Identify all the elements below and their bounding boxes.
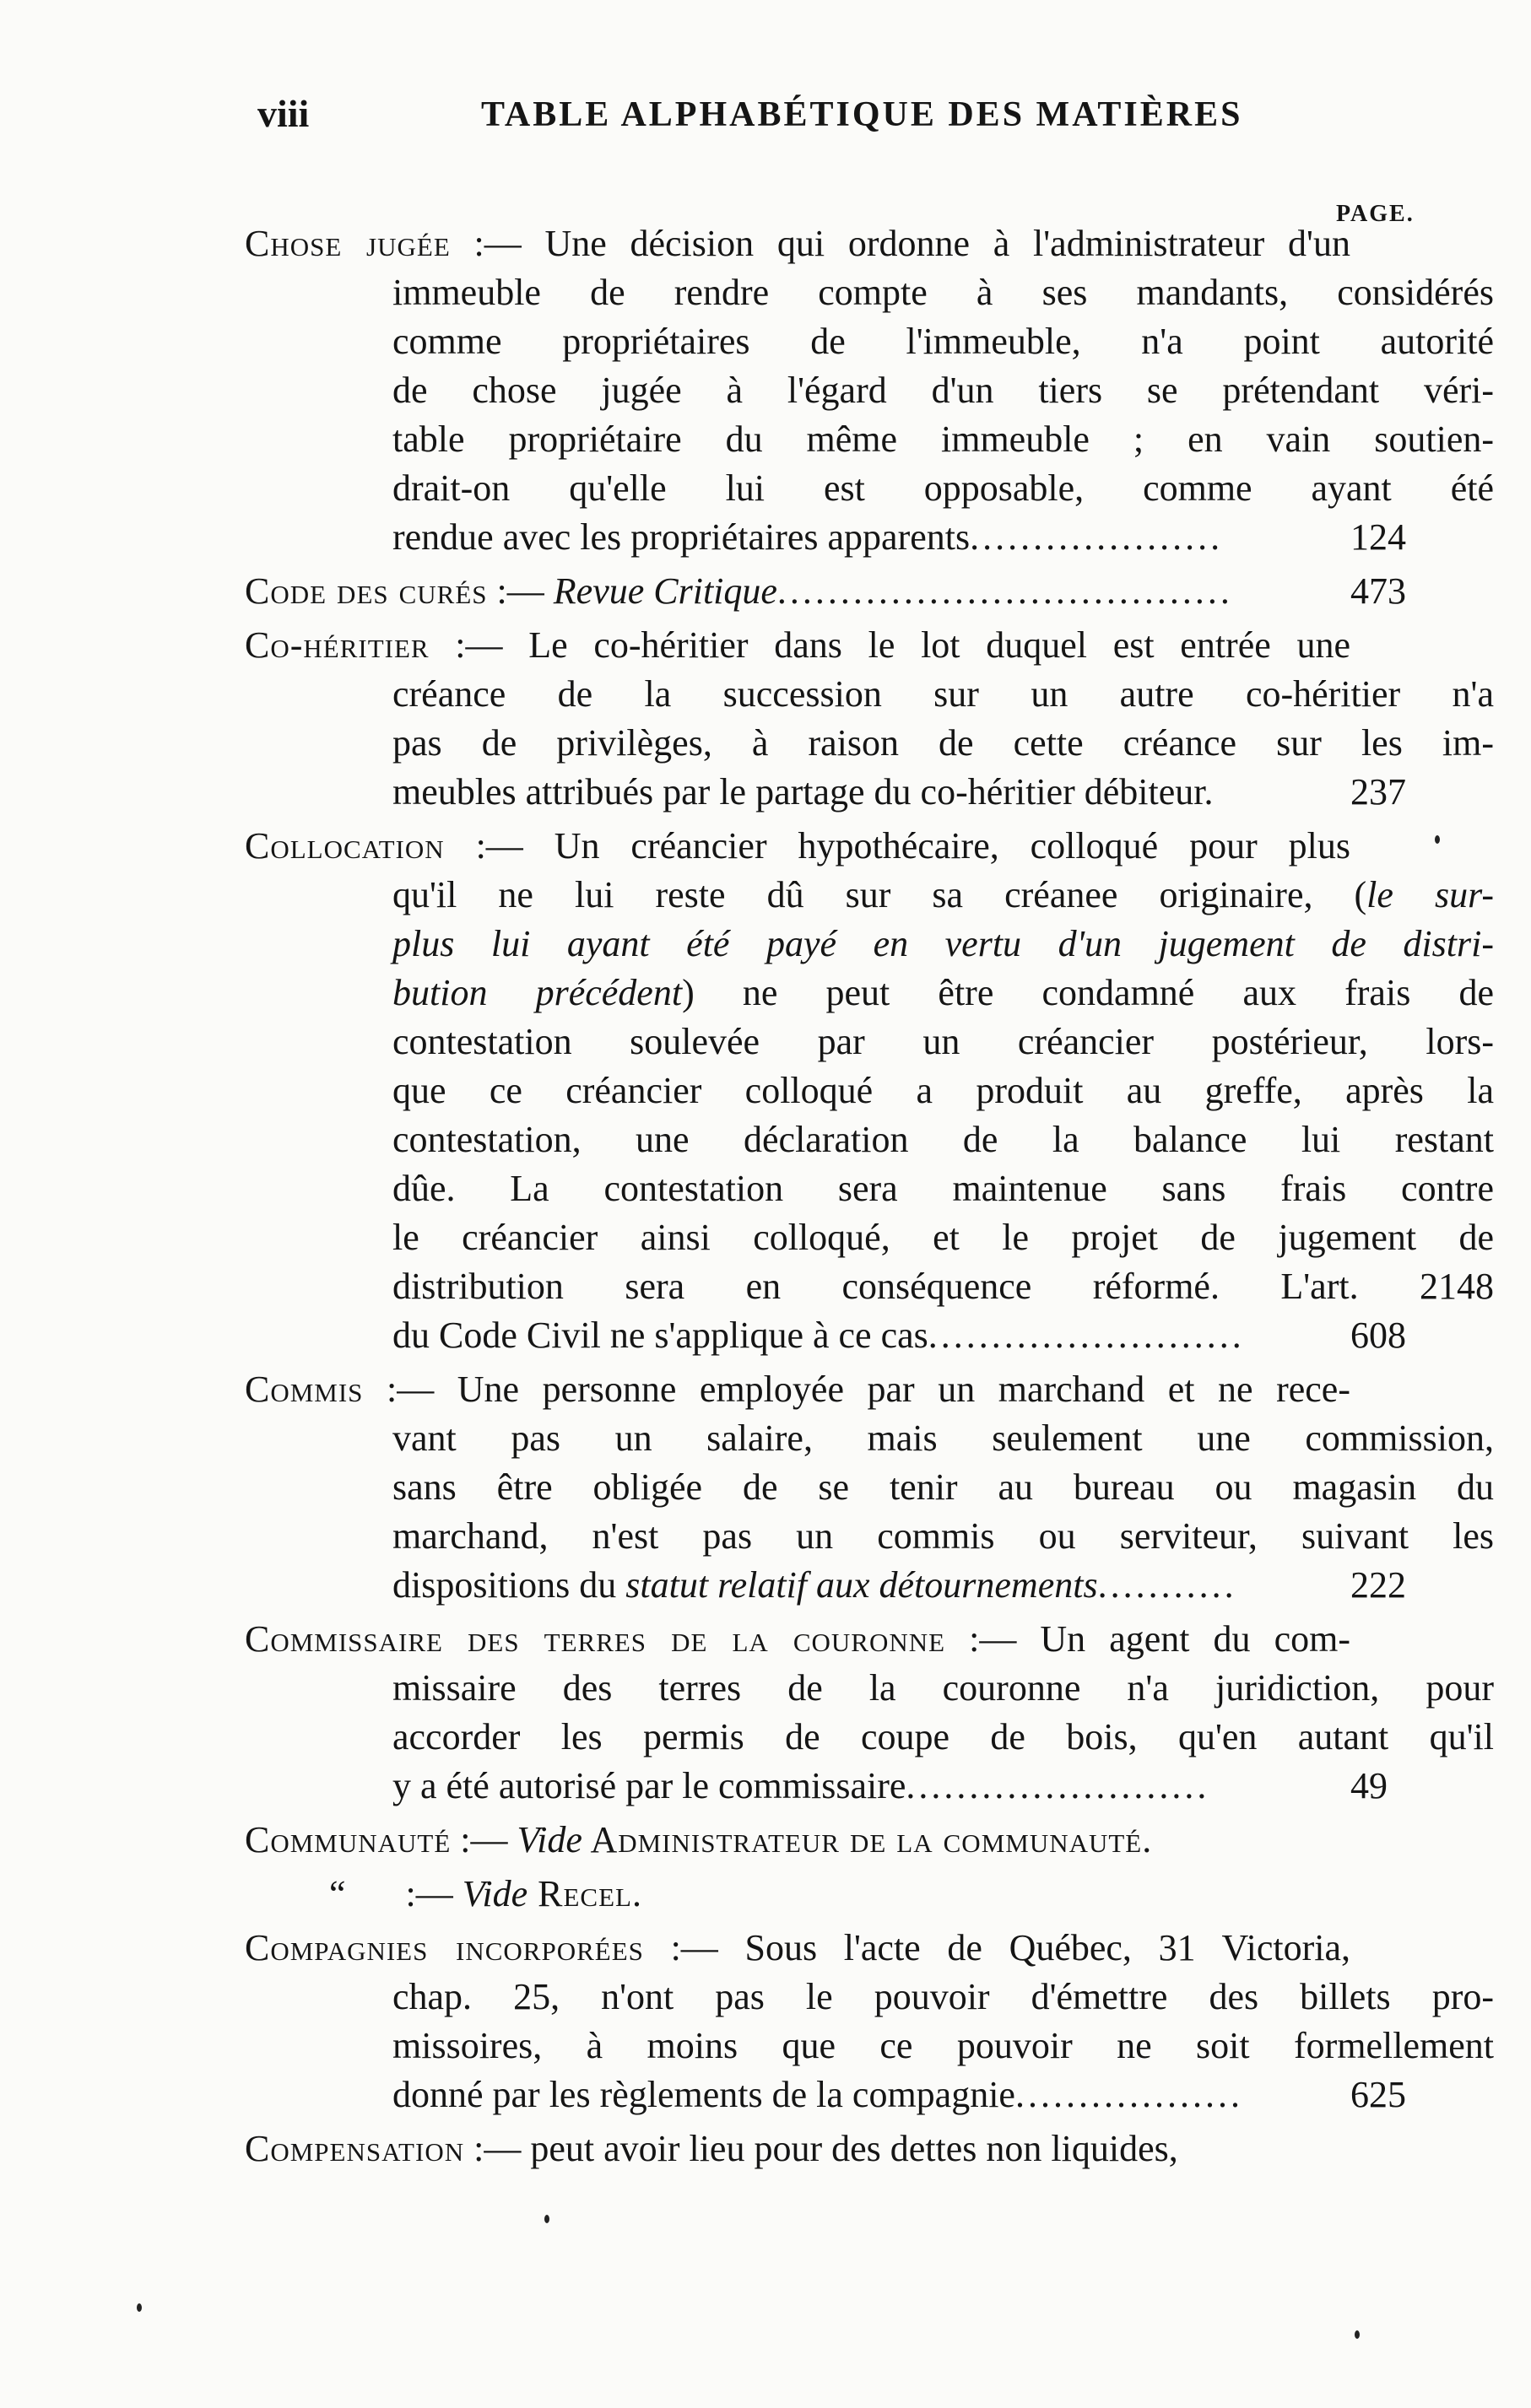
entry-italic-text: Vide — [517, 1819, 582, 1860]
entry-line — [245, 719, 1494, 768]
page-reference: 608 — [1350, 1315, 1406, 1356]
entry-text: de chose jugée à l'égard d'un tiers se prétendant véri- — [392, 370, 1494, 411]
index-entry — [245, 1615, 1494, 1811]
entry-text: :— — [451, 1819, 517, 1860]
entry-text: :— Une personne employée par un marchand et ne rece- — [363, 1369, 1350, 1410]
entry-line — [245, 1512, 1494, 1561]
entry-line — [245, 1262, 1494, 1311]
index-entry — [245, 1870, 1426, 1919]
entry-line — [245, 464, 1494, 513]
entry-line — [245, 1870, 1426, 1919]
entry-line — [245, 567, 1426, 616]
entry-text: :— Un agent du com- — [945, 1618, 1350, 1660]
entry-heading: Commis — [245, 1369, 364, 1410]
leader-dots: ........... — [1097, 1564, 1237, 1606]
entry-text: contestation soulevée par un créancier postérieur, lors- — [392, 1021, 1494, 1062]
entry-text: :— — [487, 570, 554, 612]
entry-heading: Chose jugée — [245, 223, 451, 264]
page-column-label: PAGE. — [1336, 201, 1415, 227]
entry-text: drait-on qu'elle lui est opposable, comme ayant été — [392, 467, 1494, 509]
entry-text: :— Une décision qui ordonne à l'administrateur d'un — [450, 223, 1350, 264]
entry-italic-text: plus lui ayant été payé en vertu d'un jugement de distri- — [392, 923, 1494, 964]
entry-line — [245, 1365, 1426, 1414]
entry-text: meubles attribués par le partage du co-héritier débiteur. — [392, 771, 1214, 813]
index-entry — [245, 1924, 1494, 2119]
entry-line — [245, 1115, 1494, 1164]
entry-line — [245, 366, 1494, 415]
print-speck — [1355, 2330, 1360, 2339]
entry-text: dispositions du — [392, 1564, 626, 1606]
entry-line — [245, 871, 1494, 920]
index-entry — [245, 567, 1426, 616]
entry-line — [245, 317, 1494, 366]
index-entry — [245, 621, 1494, 817]
entry-line — [245, 768, 1426, 817]
entry-line — [245, 1561, 1426, 1610]
entry-text: :— Sous l'acte de Québec, 31 Victoria, — [643, 1927, 1350, 1968]
entry-italic-text: Revue Critique — [553, 570, 777, 612]
entry-heading: Compagnies incorporées — [245, 1927, 644, 1968]
index-entry — [245, 1816, 1426, 1865]
entry-line — [245, 1164, 1494, 1213]
entry-heading: Communauté — [245, 1819, 452, 1860]
entry-text: distribution sera en conséquence réformé. L'art. 2148 — [392, 1266, 1494, 1307]
entry-text: créance de la succession sur un autre co-héritier n'a — [392, 673, 1494, 715]
entry-text: missoires, à moins que ce pouvoir ne soit formellement — [392, 2025, 1494, 2066]
entry-text: marchand, n'est pas un commis ou serviteur, suivant les — [392, 1515, 1494, 1557]
entry-text: que ce créancier colloqué a produit au greffe, après la — [392, 1070, 1494, 1111]
entry-heading: Collocation — [245, 825, 445, 867]
page-number: viii — [257, 92, 310, 135]
entry-line — [245, 621, 1426, 670]
running-head: TABLE ALPHABÉTIQUE DES MATIÈRES — [481, 95, 1243, 134]
entry-italic-text: Vide — [462, 1873, 528, 1914]
entry-line — [245, 1924, 1426, 1973]
entry-italic-text: bution précédent — [392, 972, 683, 1013]
index-entry — [245, 2125, 1426, 2173]
print-speck — [544, 2215, 549, 2223]
print-speck — [1435, 835, 1440, 844]
entry-line — [245, 920, 1494, 969]
entry-text: dûe. La contestation sera maintenue sans frais contre — [392, 1168, 1494, 1209]
entry-text: donné par les règlements de la compagnie — [392, 2074, 1015, 2115]
entry-text: sans être obligée de se tenir au bureau ou magasin du — [392, 1466, 1494, 1508]
entry-text: :— Un créancier hypothécaire, colloqué pour plus — [444, 825, 1350, 867]
leader-dots: ......................... — [928, 1315, 1245, 1356]
leader-dots: .................. — [1014, 2074, 1243, 2115]
entry-text: pas de privilèges, à raison de cette créance sur les im- — [392, 722, 1494, 764]
entry-text: qu'il ne lui reste dû sur sa créanee originaire, ( — [392, 874, 1367, 915]
page-reference: 237 — [1350, 771, 1406, 813]
entry-line — [245, 219, 1426, 268]
entry-line — [245, 513, 1426, 562]
entry-line — [245, 1762, 1426, 1811]
print-speck — [137, 2303, 142, 2312]
entry-italic-text: le sur- — [1366, 874, 1494, 915]
entry-line — [245, 268, 1494, 317]
entry-text: ) ne peut être condamné aux frais de — [682, 972, 1494, 1013]
entry-line — [245, 1311, 1426, 1360]
entry-text: contestation, une déclaration de la balance lui restant — [392, 1119, 1494, 1160]
entry-line — [245, 1664, 1494, 1713]
entry-text: immeuble de rendre compte à ses mandants, considérés — [392, 272, 1494, 313]
leader-dots: ........................ — [906, 1765, 1210, 1806]
entry-italic-text: statut relatif aux détournements — [625, 1564, 1098, 1606]
entry-text: rendue avec les propriétaires apparents — [392, 516, 971, 558]
entry-text: accorder les permis de coupe de bois, qu'en autant qu'il — [392, 1716, 1494, 1757]
entry-line — [245, 1973, 1494, 2022]
entry-text: comme propriétaires de l'immeuble, n'a point autorité — [392, 321, 1494, 362]
entry-line — [245, 1816, 1426, 1865]
entry-text: :— Le co-héritier dans le lot duquel est entrée une — [429, 624, 1350, 666]
entry-line — [245, 1414, 1494, 1463]
page-reference: 222 — [1350, 1564, 1406, 1606]
entry-line — [245, 415, 1494, 464]
index-entry — [245, 219, 1494, 562]
entry-line — [245, 1213, 1494, 1262]
entry-line — [245, 1066, 1494, 1115]
entry-text: :— peut avoir lieu pour des dettes non liquides, — [464, 2128, 1178, 2169]
page-reference: 625 — [1350, 2074, 1406, 2115]
entry-line — [245, 2022, 1494, 2071]
entry-line — [245, 1018, 1494, 1066]
entry-heading: Co-héritier — [245, 624, 430, 666]
index-entry — [245, 822, 1494, 1360]
cross-reference: Recel. — [527, 1873, 642, 1914]
entry-heading: Compensation — [245, 2128, 465, 2169]
entry-heading: Commissaire des terres de la couronne — [245, 1618, 946, 1660]
entry-line — [245, 822, 1426, 871]
leader-dots: .................................... — [776, 570, 1233, 612]
entry-text: du Code Civil ne s'applique à ce cas — [392, 1315, 928, 1356]
entry-text: y a été autorisé par le commissaire — [392, 1765, 906, 1806]
entry-text: vant pas un salaire, mais seulement une commission, — [392, 1417, 1494, 1459]
entry-text: :— — [396, 1873, 463, 1914]
cross-reference: Administrateur de la communauté. — [582, 1819, 1153, 1860]
entry-line — [245, 1463, 1494, 1512]
page-reference: 473 — [1350, 570, 1406, 612]
ditto-mark: “ — [329, 1873, 346, 1914]
entry-line — [245, 670, 1494, 719]
leader-dots: .................... — [970, 516, 1224, 558]
entry-text: le créancier ainsi colloqué, et le projet de jugement de — [392, 1217, 1494, 1258]
page-reference: 49 — [1350, 1765, 1388, 1806]
entry-line — [245, 2125, 1426, 2173]
entry-heading: Code des curés — [245, 570, 488, 612]
entry-line — [245, 969, 1494, 1018]
entry-line — [245, 1713, 1494, 1762]
index-entry — [245, 1365, 1494, 1610]
page-reference: 124 — [1350, 516, 1406, 558]
entry-text: table propriétaire du même immeuble ; en vain soutien- — [392, 418, 1494, 460]
entry-text: missaire des terres de la couronne n'a juridiction, pour — [392, 1667, 1494, 1709]
entry-line — [245, 1615, 1426, 1664]
index-entries — [245, 219, 1494, 2179]
entry-line — [245, 2071, 1426, 2119]
entry-text: chap. 25, n'ont pas le pouvoir d'émettre des billets pro- — [392, 1976, 1494, 2017]
